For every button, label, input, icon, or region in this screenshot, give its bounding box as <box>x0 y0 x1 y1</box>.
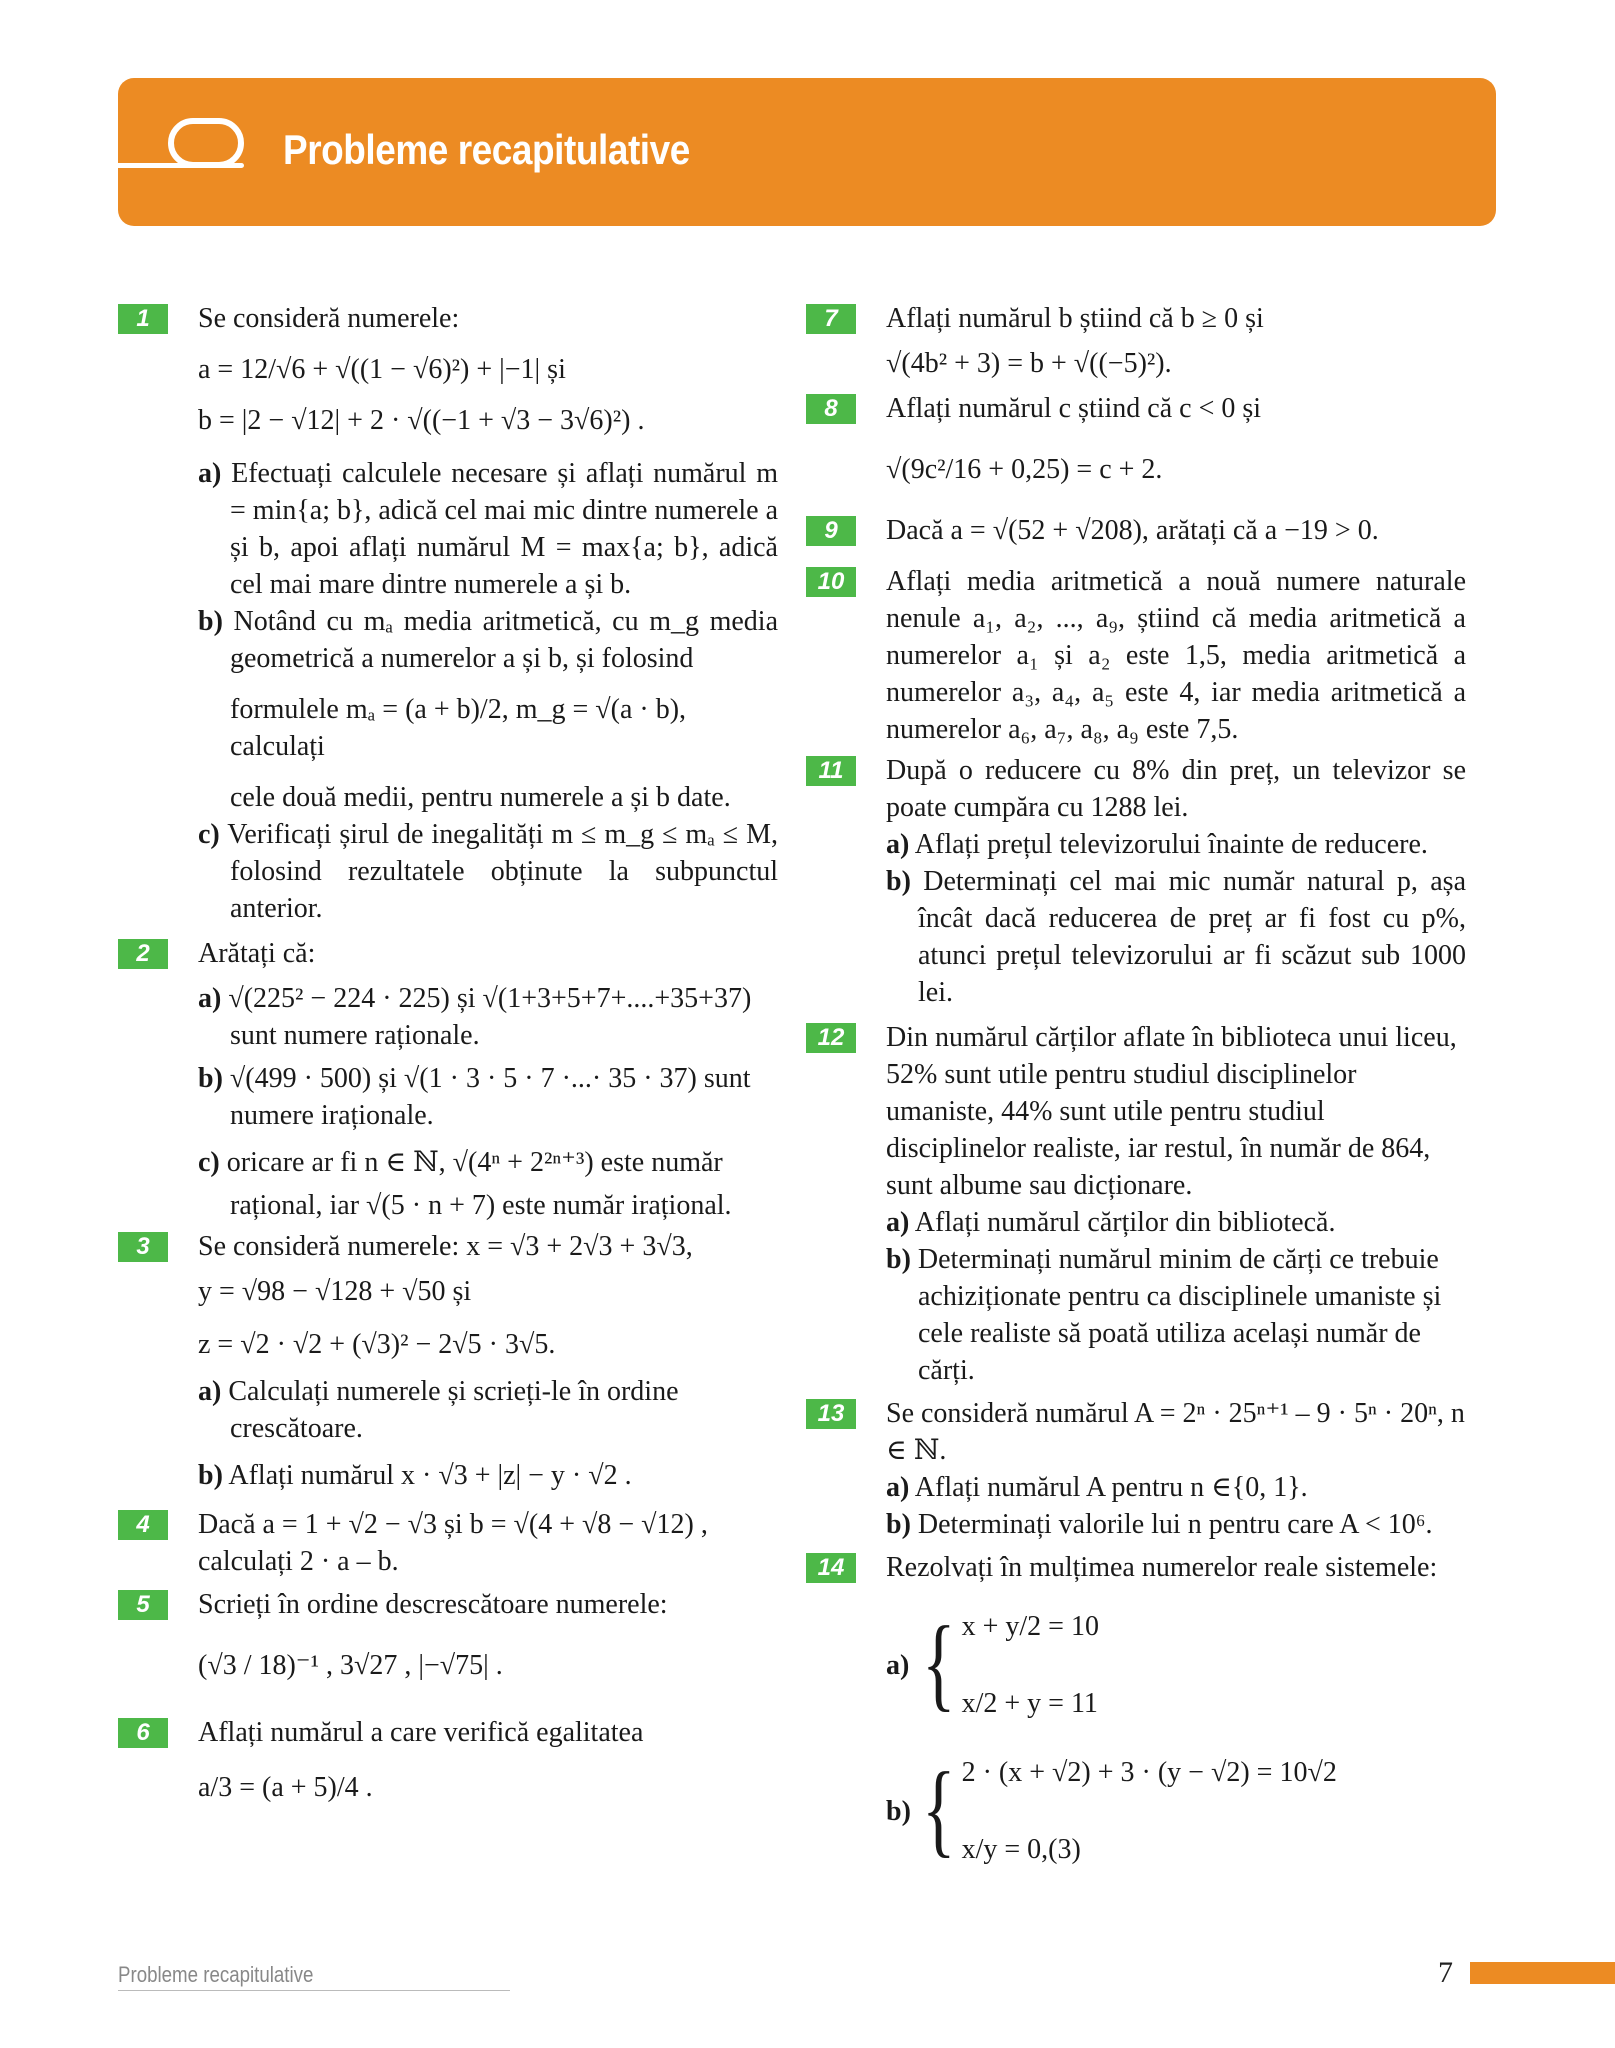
subpoint-label: b) <box>198 1460 223 1491</box>
subpoint-label: b) <box>886 866 911 897</box>
subpoint-label: b) <box>886 1509 911 1540</box>
equation-z: z = √2 · √2 + (√3)² − 2√5 · 3√5. <box>198 1329 556 1360</box>
problem-text: Dacă a = 1 + √2 − √3 și b = √(4 + √8 − √12) , <box>198 1509 708 1540</box>
subpoint-a <box>198 980 778 1017</box>
formula-line: formulele mₐ = (a + b)/2, m_g = √(a · b), calculați <box>230 694 687 762</box>
problem-intro: Se consideră numerele: <box>198 303 460 334</box>
problem-text: Aflați media aritmetică a nouă numere naturale nenule a₁, a₂, ..., a₉, știind că media aritmetică a numerelor a₁ și a₂ este 1,5, media aritmetică a numerelor a₃, a₄, a₅ este 4, iar media aritmetică a numerelor a₆, a₇, a₈, a₉ este 7,5. <box>886 566 1466 745</box>
equation: x/2 + y = 11 <box>961 1688 1098 1719</box>
problem-4 <box>118 1506 778 1580</box>
subpoint-label: c) <box>198 819 220 850</box>
equation: 2 · (x + √2) + 3 · (y − √2) = 10√2 <box>961 1757 1337 1788</box>
subpoint-b <box>198 603 778 677</box>
problem-2 <box>118 935 778 1224</box>
equation-y: y = √98 − √128 + √50 și <box>198 1276 472 1307</box>
subpoint-label: a) <box>886 1649 910 1681</box>
brace-icon: { <box>922 1752 956 1868</box>
problem-6 <box>118 1714 778 1806</box>
left-column <box>118 300 778 1824</box>
problem-9 <box>806 512 1466 549</box>
subpoint-text: sunt numere raționale. <box>230 1020 480 1051</box>
subpoint-a <box>886 1469 1466 1506</box>
subpoint-label: a) <box>886 1207 910 1238</box>
subpoint-math: √(225² − 224 · 225) și √(1+3+5+7+....+35+37) <box>228 983 752 1014</box>
subpoint-b <box>886 863 1466 1011</box>
subpoint-text: Determinați numărul minim de cărți ce trebuie achiziționate pentru ca disciplinele umaniste și cele realiste să poată utiliza același număr de cărți. <box>917 1244 1442 1386</box>
problem-number-badge: 11 <box>806 756 856 786</box>
chapter-title: Probleme recapitulative <box>283 126 690 173</box>
subpoint-text: Aflați numărul x · √3 + |z| − y · √2 . <box>228 1460 632 1491</box>
problem-number-badge: 6 <box>118 1718 168 1748</box>
system-a <box>886 1604 1466 1726</box>
problem-text: Aflați numărul a care verifică egalitatea <box>198 1717 644 1748</box>
subpoint-a <box>198 1373 778 1447</box>
subpoint-text: Verificați șirul de inegalități m ≤ m_g ≤ mₐ ≤ M, folosind rezultatele obținute la subpunctul anterior. <box>227 819 779 924</box>
problem-5 <box>118 1586 778 1684</box>
problem-number-badge: 10 <box>806 567 856 597</box>
subpoint-label: a) <box>198 1376 222 1407</box>
problem-number-badge: 9 <box>806 516 856 546</box>
problem-text: Dacă a = √(52 + √208), arătați că a −19 > 0. <box>886 515 1379 546</box>
subpoint-a <box>198 455 778 603</box>
subpoint-math: oricare ar fi n ∈ ℕ, √(4ⁿ + 2²ⁿ⁺³) este număr <box>226 1147 723 1178</box>
problem-number-badge: 14 <box>806 1553 856 1583</box>
problem-intro: Se consideră numerele: x = √3 + 2√3 + 3√3, <box>198 1231 693 1262</box>
problem-number-badge: 8 <box>806 394 856 424</box>
problem-math: (√3 / 18)⁻¹ , 3√27 , |−√75| . <box>198 1650 503 1681</box>
subpoint-a <box>886 1204 1466 1241</box>
problem-12 <box>806 1019 1466 1389</box>
subpoint-label: a) <box>886 829 910 860</box>
subpoint-math: √(499 · 500) și √(1 · 3 · 5 · 7 ·...· 35 · 37) sunt <box>229 1063 751 1094</box>
subpoint-label: c) <box>198 1147 220 1178</box>
header-pill-icon <box>168 118 244 168</box>
problem-7 <box>806 300 1466 382</box>
problem-text: După o reducere cu 8% din preț, un televizor se poate cumpăra cu 1288 lei. <box>886 755 1466 823</box>
problem-text: Din numărul cărților aflate în biblioteca unui liceu, 52% sunt utile pentru studiul disciplinelor umaniste, 44% sunt utile pentru studiul disciplinelor realiste, iar restul, în număr de 864, sunt albume sau dicționare. <box>886 1022 1457 1201</box>
subpoint-text-cont: cele două medii, pentru numerele a și b date. <box>230 782 731 813</box>
problem-number-badge: 13 <box>806 1399 856 1429</box>
problem-text: Aflați numărul b știind că b ≥ 0 și <box>886 303 1264 334</box>
subpoint-text: Determinați valorile lui n pentru care A < 10⁶. <box>917 1509 1433 1540</box>
subpoint-a <box>886 826 1466 863</box>
problem-13 <box>806 1395 1466 1543</box>
page-bar-decoration <box>1470 1962 1615 1984</box>
problem-8 <box>806 390 1466 488</box>
footer-divider <box>118 1990 510 1991</box>
subpoint-text: Aflați prețul televizorului înainte de reducere. <box>914 829 1428 860</box>
subpoint-text: Aflați numărul cărților din bibliotecă. <box>914 1207 1336 1238</box>
subpoint-b <box>198 1060 778 1097</box>
problem-number-badge: 3 <box>118 1232 168 1262</box>
footer-title: Probleme recapitulative <box>118 1962 314 1987</box>
problem-10 <box>806 563 1466 748</box>
problem-11 <box>806 752 1466 1011</box>
system-equations <box>962 1754 1337 1868</box>
equation: x/y = 0,(3) <box>961 1834 1081 1865</box>
problem-number-badge: 1 <box>118 304 168 334</box>
problem-14 <box>806 1549 1466 1872</box>
problem-number-badge: 2 <box>118 939 168 969</box>
subpoint-b <box>886 1506 1466 1543</box>
problem-1 <box>118 300 778 927</box>
subpoint-label: b) <box>886 1244 911 1275</box>
problem-math: a/3 = (a + 5)/4 . <box>198 1772 373 1803</box>
equation-b: b = |2 − √12| + 2 · √((−1 + √3 − 3√6)²) . <box>198 405 645 436</box>
page-number: 7 <box>1438 1956 1453 1989</box>
problem-math: √(4b² + 3) = b + √((−5)²). <box>886 348 1172 379</box>
subpoint-text: Notând cu mₐ media aritmetică, cu m_g media geometrică a numerelor a și b, și folosind <box>230 606 778 674</box>
subpoint-b <box>198 1457 778 1494</box>
subpoint-label: b) <box>198 606 223 637</box>
subpoint-text: rațional, iar √(5 · n + 7) este număr irațional. <box>230 1190 732 1221</box>
problem-number-badge: 4 <box>118 1510 168 1540</box>
system-equations <box>962 1608 1099 1722</box>
equation: x + y/2 = 10 <box>961 1611 1099 1642</box>
problem-text: Rezolvați în mulțimea numerelor reale sistemele: <box>886 1552 1438 1583</box>
subpoint-label: a) <box>198 458 222 489</box>
subpoint-text: numere iraționale. <box>230 1100 434 1131</box>
brace-icon: { <box>922 1606 956 1722</box>
problem-number-badge: 7 <box>806 304 856 334</box>
problem-number-badge: 5 <box>118 1590 168 1620</box>
subpoint-text: Determinați cel mai mic număr natural p, așa încât dacă reducerea de preț ar fi fost cu p%, atunci prețul televizorului ar fi scăzut sub 1000 lei. <box>918 866 1466 1008</box>
subpoint-label: b) <box>886 1795 911 1827</box>
problem-number-badge: 12 <box>806 1023 856 1053</box>
problem-intro: Arătați că: <box>198 938 316 969</box>
subpoint-b <box>886 1241 1466 1389</box>
right-column <box>806 300 1466 1874</box>
problem-text: Aflați numărul c știind că c < 0 și <box>886 393 1262 424</box>
problem-3 <box>118 1228 778 1494</box>
problem-text: Scrieți în ordine descrescătoare numerele: <box>198 1589 668 1620</box>
subpoint-label: a) <box>198 983 222 1014</box>
problem-text: Se consideră numărul A = 2ⁿ · 25ⁿ⁺¹ – 9 · 5ⁿ · 20ⁿ, n ∈ ℕ. <box>886 1398 1465 1466</box>
subpoint-label: a) <box>886 1472 910 1503</box>
subpoint-text: Calculați numerele și scrieți-le în ordine crescătoare. <box>228 1376 679 1444</box>
problem-math: √(9c²/16 + 0,25) = c + 2. <box>886 454 1163 485</box>
problem-text-cont: calculați 2 · a – b. <box>198 1546 399 1577</box>
subpoint-c <box>198 816 778 927</box>
equation-a: a = 12/√6 + √((1 − √6)²) + |−1| și <box>198 354 566 385</box>
subpoint-text: Efectuați calculele necesare și aflați numărul m = min{a; b}, adică cel mai mic dintre numerele a și b, apoi aflați numărul M = max{a; b}, adică cel mai mare dintre numerele a și b. <box>230 458 779 600</box>
subpoint-c <box>198 1144 778 1181</box>
subpoint-label: b) <box>198 1063 223 1094</box>
subpoint-text: Aflați numărul A pentru n ∈{0, 1}. <box>914 1472 1308 1503</box>
system-b <box>886 1750 1466 1872</box>
